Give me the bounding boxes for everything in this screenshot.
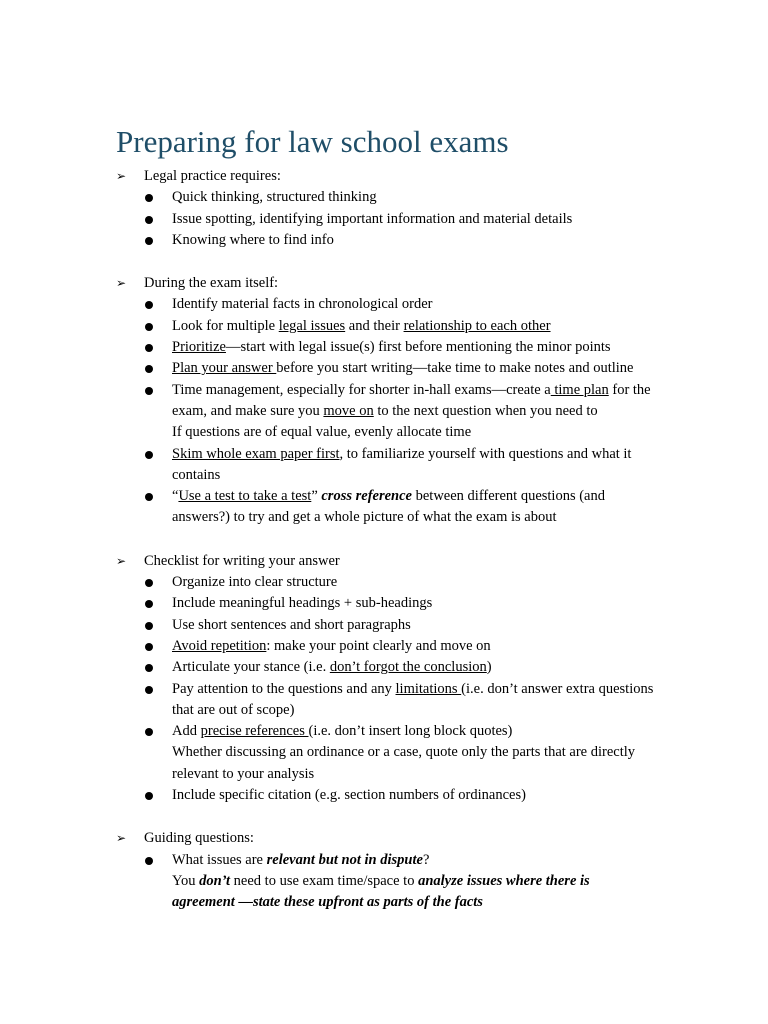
list-item [116, 636, 656, 657]
underlined-term: Skim whole exam paper first [172, 445, 340, 462]
list-item [116, 785, 656, 806]
text-fragment: —start with legal issue(s) first before mentioning the minor points [225, 339, 611, 356]
bullet-icon [145, 792, 153, 800]
text-fragment: (i.e. don’t insert long block quotes) [308, 723, 513, 740]
text-fragment: What issues are [172, 851, 267, 868]
text-fragment: Organize into clear structure [172, 574, 338, 591]
section-heading [116, 551, 656, 572]
arrow-bullet-icon: ➢ [116, 831, 127, 846]
text-fragment: Knowing where to find info [172, 231, 334, 248]
underlined-term: Plan your answer [172, 360, 277, 377]
section-heading [116, 166, 656, 187]
bullet-icon [145, 387, 153, 395]
text-fragment: ? [422, 851, 430, 868]
bullet-icon [145, 323, 153, 331]
bullet-icon [145, 622, 153, 630]
bullet-icon [145, 664, 153, 672]
text-fragment: Checklist for writing your answer [144, 552, 340, 569]
item-note [172, 871, 656, 914]
document-page [116, 122, 656, 936]
page-title: Preparing for law school exams [116, 124, 509, 159]
text-fragment: , to familiarize yourself with questions and what it contains [172, 445, 632, 483]
underlined-term: legal issues [278, 317, 346, 334]
bullet-icon [145, 728, 153, 736]
list-item [116, 209, 656, 230]
text-fragment: Add [172, 723, 201, 740]
bullet-icon [145, 365, 153, 373]
section-heading [116, 828, 656, 849]
bullet-icon [145, 344, 153, 352]
text-fragment: ) [486, 659, 492, 676]
list-item [116, 679, 656, 722]
text-fragment: Include meaningful headings + sub-headings [172, 595, 433, 612]
text-fragment: need to use exam time/space to [230, 872, 419, 889]
bullet-icon [145, 493, 153, 501]
list-item [116, 358, 656, 379]
emphasis-text: analyze issues where there is agreement —state these upfront as parts of the facts [172, 872, 590, 911]
text-fragment: Use short sentences and short paragraphs [172, 616, 411, 633]
list-item [116, 850, 656, 914]
text-fragment: Look for multiple [172, 317, 279, 334]
bullet-icon [145, 451, 153, 459]
text-fragment: before you start writing—take time to make notes and outline [276, 360, 634, 377]
item-note: Whether discussing an ordinance or a case, quote only the parts that are directly relevant to your analysis [172, 744, 636, 782]
underlined-term: Avoid repetition [172, 637, 267, 654]
text-fragment: : make your point clearly and move on [266, 637, 491, 654]
list-item [116, 380, 656, 444]
text-fragment: Issue spotting, identifying important information and material details [172, 210, 573, 227]
list-item [116, 572, 656, 593]
text-fragment: to the next question when you need to [373, 402, 598, 419]
text-fragment: Pay attention to the questions and any [172, 680, 396, 697]
emphasis-text: relevant but not in dispute [266, 851, 423, 868]
list-item [116, 187, 656, 208]
arrow-bullet-icon: ➢ [116, 553, 127, 568]
item-note: If questions are of equal value, evenly allocate time [172, 424, 472, 441]
bullet-icon [145, 857, 153, 865]
list-item [116, 316, 656, 337]
text-fragment: (i.e. don’t answer extra questions that are out of scope) [172, 680, 654, 718]
text-fragment: and their [345, 317, 404, 334]
section-guiding-questions [116, 828, 656, 913]
section-during-exam [116, 273, 656, 529]
underlined-term: relationship to each other [403, 317, 551, 334]
text-fragment: ” [311, 488, 322, 505]
section-legal-practice [116, 166, 656, 251]
bullet-icon [145, 194, 153, 202]
list-item [116, 615, 656, 636]
section-checklist [116, 551, 656, 807]
text-fragment: Legal practice requires: [144, 168, 281, 184]
list-item [116, 657, 656, 678]
text-fragment: for the exam, and make sure you [172, 381, 651, 419]
text-fragment: Quick thinking, structured thinking [172, 189, 377, 206]
text-fragment: You [172, 872, 200, 889]
bullet-icon [145, 579, 153, 587]
underlined-term: don’t forgot the conclusion [329, 659, 487, 676]
bullet-icon [145, 600, 153, 608]
text-fragment: Time management, especially for shorter in-hall exams—create a [172, 381, 551, 398]
list-item [116, 444, 656, 487]
list-item [116, 294, 656, 315]
text-fragment: Include specific citation (e.g. section numbers of ordinances) [172, 787, 526, 804]
text-fragment: between different questions (and answers?) to try and get a whole picture of what the exam is about [172, 488, 605, 526]
bullet-icon [145, 216, 153, 224]
underlined-term: Use a test to take a test [178, 488, 312, 505]
emphasis-text: don’t [199, 872, 231, 889]
underlined-term: limitations [395, 680, 462, 697]
text-fragment: During the exam itself: [144, 275, 279, 292]
section-heading [116, 273, 656, 294]
bullet-icon [145, 643, 153, 651]
bullet-icon [145, 686, 153, 694]
underlined-term: precise references [200, 723, 309, 740]
text-fragment: Guiding questions: [144, 830, 254, 847]
bullet-icon [145, 237, 153, 245]
list-item [116, 593, 656, 614]
list-item [116, 337, 656, 358]
underlined-term: move on [323, 402, 374, 419]
list-item [116, 230, 656, 251]
underlined-term: time plan [550, 381, 609, 398]
bullet-icon [145, 301, 153, 309]
text-fragment: Identify material facts in chronological order [172, 296, 433, 313]
emphasis-text: cross reference [321, 488, 412, 505]
arrow-bullet-icon: ➢ [116, 169, 127, 183]
list-item [116, 721, 656, 785]
text-fragment: Articulate your stance (i.e. [172, 659, 330, 676]
underlined-term: Prioritize [172, 339, 226, 356]
list-item [116, 486, 656, 529]
arrow-bullet-icon: ➢ [116, 276, 127, 291]
text-fragment: “ [172, 488, 179, 505]
